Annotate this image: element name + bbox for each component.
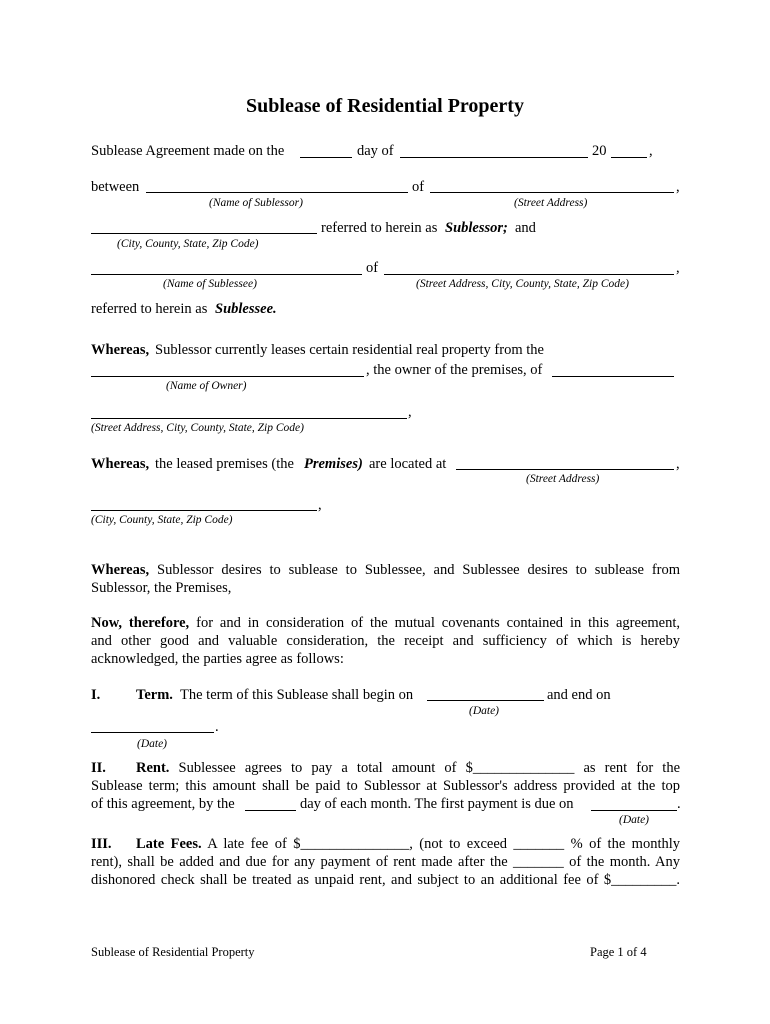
comma-2: , — [676, 260, 680, 276]
section2-heading: Rent. — [136, 760, 170, 776]
whereas3-lead: Whereas, — [91, 562, 150, 578]
now-therefore-lead: Now, therefore, — [91, 615, 190, 631]
sublessor-street-blank[interactable] — [430, 178, 674, 193]
section2-line3b: day of each month. The first payment is due on — [300, 796, 574, 812]
sublessee-address-blank[interactable] — [384, 260, 674, 275]
section3-line2: rent), shall be added and due for any payment of rent made after the _______ of the month. Any — [91, 854, 680, 870]
whereas2-text-b: are located at — [369, 456, 447, 472]
premises-term: Premises) — [304, 456, 363, 472]
whereas1-lead: Whereas, — [91, 342, 150, 358]
section2-line3a: of this agreement, by the — [91, 796, 235, 812]
section3-line1 — [136, 835, 680, 853]
section1-number: I. — [91, 687, 101, 703]
of-label-1: of — [412, 179, 425, 195]
section3-line1-text: A late fee of $_______________, (not to exceed _______ % of the monthly — [207, 836, 681, 852]
label-name-of-sublessor: (Name of Sublessor) — [209, 197, 303, 209]
rent-day-blank[interactable] — [245, 796, 296, 811]
section1-heading: Term. — [136, 687, 173, 703]
sublessor-term: Sublessor; — [445, 220, 508, 236]
label-date-3: (Date) — [619, 814, 650, 826]
intro-comma: , — [649, 143, 653, 159]
section2-line1 — [136, 759, 680, 777]
section2-number: II. — [91, 760, 106, 776]
section1-end-on: and end on — [547, 687, 611, 703]
label-date-2: (Date) — [137, 738, 168, 750]
premises-street-blank[interactable] — [456, 455, 674, 470]
comma-1: , — [676, 179, 680, 195]
whereas1-text: Sublessor currently leases certain residential real property from the — [155, 342, 544, 358]
whereas3-line1-text: Sublessor desires to sublease to Sublessee, and Sublessee desires to sublease from — [157, 562, 681, 578]
section2-line1-text: Sublessee agrees to pay a total amount of $______________ as rent for the — [178, 760, 681, 776]
sublessee-term: Sublessee. — [215, 301, 277, 317]
comma-3: , — [408, 404, 412, 420]
label-name-of-owner: (Name of Owner) — [166, 380, 247, 392]
owner-of-blank[interactable] — [552, 362, 674, 377]
label-street-city-county-state-zip-2: (Street Address, City, County, State, Zip Code) — [91, 422, 304, 434]
whereas2-lead: Whereas, — [91, 456, 150, 472]
section3-number: III. — [91, 836, 112, 852]
first-payment-blank[interactable] — [591, 796, 677, 811]
term-end-blank[interactable] — [91, 718, 214, 733]
premises-city-blank[interactable] — [91, 496, 317, 511]
label-street-address-2: (Street Address) — [526, 473, 600, 485]
label-city-county-state-zip-1: (City, County, State, Zip Code) — [117, 238, 259, 250]
intro-day-blank[interactable] — [300, 143, 352, 158]
sublessor-city-blank[interactable] — [91, 219, 317, 234]
now-therefore-line1-text: for and in consideration of the mutual covenants contained in this agreement, — [196, 615, 680, 631]
sublessor-name-blank[interactable] — [146, 178, 408, 193]
whereas1-owner-text: , the owner of the premises, of — [366, 362, 543, 378]
and-label: and — [515, 220, 536, 236]
comma-4: , — [676, 456, 680, 472]
section2-period: . — [677, 796, 681, 812]
comma-5: , — [318, 497, 322, 513]
section3-heading: Late Fees. — [136, 836, 202, 852]
section3-line3: dishonored check shall be treated as unpaid rent, and subject to an additional fee of $_________. — [91, 872, 680, 888]
whereas3-line2: Sublessor, the Premises, — [91, 580, 232, 596]
intro-day-of: day of — [357, 143, 394, 159]
footer-title: Sublease of Residential Property — [91, 945, 255, 959]
intro-year-blank[interactable] — [611, 143, 647, 158]
section1-period: . — [215, 719, 219, 735]
label-date-1: (Date) — [469, 705, 500, 717]
referred-sublessor-prefix: referred to herein as — [321, 220, 438, 236]
intro-made-on: Sublease Agreement made on the — [91, 143, 285, 159]
label-city-county-state-zip-2: (City, County, State, Zip Code) — [91, 514, 233, 526]
term-start-blank[interactable] — [427, 686, 544, 701]
intro-year-prefix: 20 — [592, 143, 607, 159]
intro-month-blank[interactable] — [400, 143, 588, 158]
of-label-2: of — [366, 260, 379, 276]
document-title: Sublease of Residential Property — [246, 95, 524, 117]
footer-page-number: Page 1 of 4 — [590, 945, 647, 959]
now-therefore-line2: and other good and valuable consideration, the receipt and sufficiency of which is hereby — [91, 633, 680, 649]
section1-text: The term of this Sublease shall begin on — [180, 687, 414, 703]
label-name-of-sublessee: (Name of Sublessee) — [163, 278, 257, 290]
label-street-city-county-state-zip-1: (Street Address, City, County, State, Zip Code) — [416, 278, 629, 290]
now-therefore-line3: acknowledged, the parties agree as follows: — [91, 651, 344, 667]
section2-line2: Sublease term; this amount shall be paid to Sublessor at Sublessor's address provided at the top — [91, 778, 680, 794]
owner-name-blank[interactable] — [91, 362, 364, 377]
whereas3-line1 — [91, 561, 680, 579]
label-street-address-1: (Street Address) — [514, 197, 588, 209]
whereas2-text-a: the leased premises (the — [155, 456, 294, 472]
between-label: between — [91, 179, 140, 195]
now-therefore-line1 — [91, 614, 680, 632]
sublessee-name-blank[interactable] — [91, 260, 362, 275]
owner-address-blank[interactable] — [91, 404, 407, 419]
referred-sublessee-prefix: referred to herein as — [91, 301, 208, 317]
